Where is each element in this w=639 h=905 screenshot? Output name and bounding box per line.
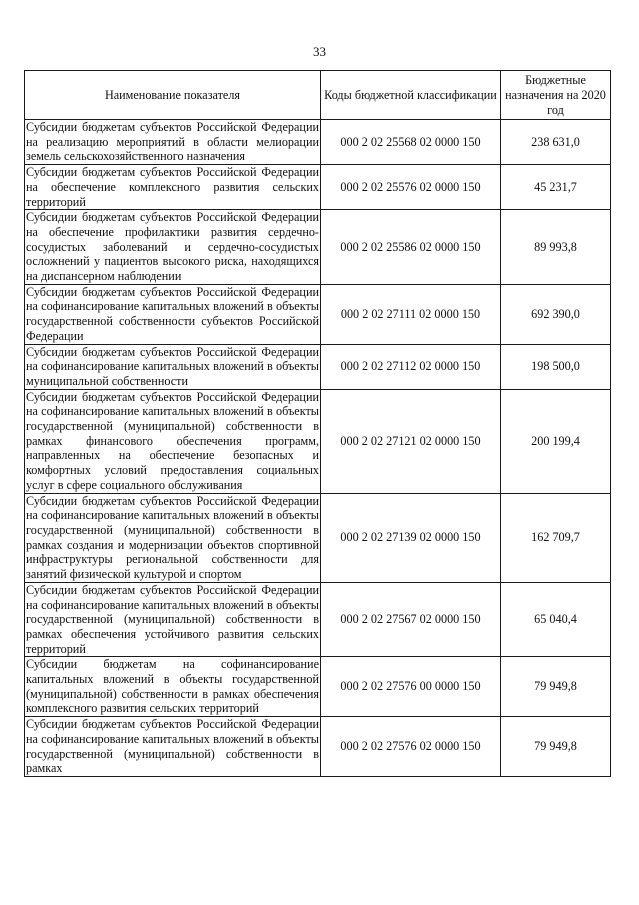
row-value: 198 500,0 xyxy=(501,344,611,389)
row-code: 000 2 02 27139 02 0000 150 xyxy=(321,493,501,582)
row-value: 89 993,8 xyxy=(501,210,611,285)
row-code: 000 2 02 25576 02 0000 150 xyxy=(321,165,501,210)
row-code: 000 2 02 27121 02 0000 150 xyxy=(321,389,501,493)
table-row xyxy=(25,120,611,165)
row-code: 000 2 02 25586 02 0000 150 xyxy=(321,210,501,285)
page-number: 33 xyxy=(313,44,326,59)
row-name: Субсидии бюджетам субъектов Российской Федерации на софинансирование капитальных вложений в объекты муниципальной собственности xyxy=(26,344,319,388)
table-row xyxy=(25,717,611,777)
row-code: 000 2 02 27567 02 0000 150 xyxy=(321,582,501,657)
row-name: Субсидии бюджетам субъектов Российской Федерации на реализацию мероприятий в области мелиорации земель сельскохозяйственного назначения xyxy=(26,120,319,164)
row-code: 000 2 02 25568 02 0000 150 xyxy=(321,120,501,165)
table-row xyxy=(25,210,611,285)
row-value: 45 231,7 xyxy=(501,165,611,210)
table-row xyxy=(25,344,611,389)
table-row xyxy=(25,657,611,717)
table-row xyxy=(25,389,611,493)
row-name: Субсидии бюджетам субъектов Российской Федерации на софинансирование капитальных вложений в объекты государственной (муниципальной) собственности в рамках xyxy=(26,717,319,776)
row-code: 000 2 02 27576 02 0000 150 xyxy=(321,717,501,777)
row-name: Субсидии бюджетам субъектов Российской Федерации на софинансирование капитальных вложений в объекты государственной (муниципальной) собственности в рамках создания и модернизации объектов спортивной инфраструктуры региональной собственности для занятий физической культурой и спортом xyxy=(26,493,319,582)
table-header-row xyxy=(25,71,611,120)
row-value: 200 199,4 xyxy=(501,389,611,493)
header-value: Бюджетные назначения на 2020 год xyxy=(501,71,611,120)
row-code: 000 2 02 27111 02 0000 150 xyxy=(321,284,501,344)
row-value: 162 709,7 xyxy=(501,493,611,582)
row-name: Субсидии бюджетам на софинансирование капитальных вложений в объекты государственной (муниципальной) собственности в рамках обеспечения комплексного развития сельских территорий xyxy=(26,657,319,716)
row-name: Субсидии бюджетам субъектов Российской Федерации на софинансирование капитальных вложений в объекты государственной (муниципальной) собственности в рамках обеспечения устойчивого развития сельских территорий xyxy=(26,582,319,656)
header-name: Наименование показателя xyxy=(25,71,321,120)
table-row xyxy=(25,582,611,657)
row-name: Субсидии бюджетам субъектов Российской Федерации на обеспечение профилактики развития сердечно-сосудистых заболеваний и сердечно-сосудистых осложнений у пациентов высокого риска, находящихся на диспансерном наблюдении xyxy=(26,210,319,284)
row-name: Субсидии бюджетам субъектов Российской Федерации на софинансирование капитальных вложений в объекты государственной (муниципальной) собственности в рамках финансового обеспечения программ, направленных на обеспечение безопасных и комфортных условий предоставления социальных услуг в сфере социального обслуживания xyxy=(26,389,319,492)
row-value: 79 949,8 xyxy=(501,657,611,717)
row-code: 000 2 02 27576 00 0000 150 xyxy=(321,657,501,717)
row-value: 238 631,0 xyxy=(501,120,611,165)
row-value: 79 949,8 xyxy=(501,717,611,777)
table-row xyxy=(25,284,611,344)
row-code: 000 2 02 27112 02 0000 150 xyxy=(321,344,501,389)
header-code: Коды бюджетной классификации xyxy=(321,71,501,120)
row-value: 692 390,0 xyxy=(501,284,611,344)
row-name: Субсидии бюджетам субъектов Российской Федерации на обеспечение комплексного развития сельских территорий xyxy=(26,165,319,209)
budget-table xyxy=(24,70,611,777)
table-row xyxy=(25,493,611,582)
row-value: 65 040,4 xyxy=(501,582,611,657)
row-name: Субсидии бюджетам субъектов Российской Федерации на софинансирование капитальных вложений в объекты государственной собственности субъектов Российской Федерации xyxy=(26,284,319,343)
table-row xyxy=(25,165,611,210)
